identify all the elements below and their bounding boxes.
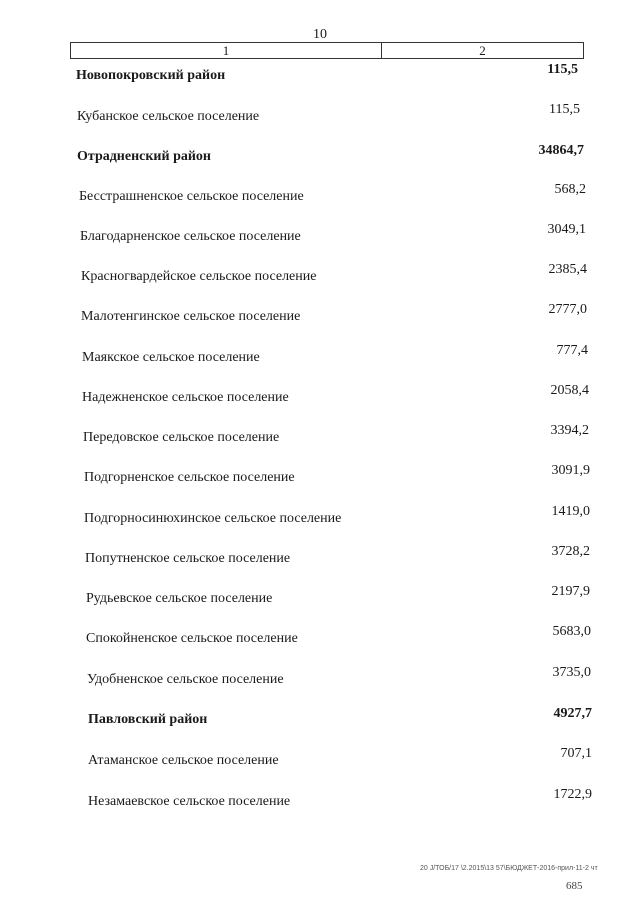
district-amount: 4927,7 — [553, 706, 592, 721]
column-header-row — [70, 42, 584, 59]
settlement-name: Малотенгинское сельское поселение — [81, 309, 301, 324]
settlement-name: Спокойненское сельское поселение — [86, 631, 298, 646]
settlement-row — [0, 463, 640, 489]
settlement-row — [0, 544, 640, 570]
settlement-name: Атаманское сельское поселение — [88, 753, 279, 768]
settlement-row — [0, 343, 640, 369]
settlement-name: Подгорносинюхинское сельское поселение — [84, 511, 342, 526]
settlement-amount: 3394,2 — [550, 423, 589, 438]
district-amount: 34864,7 — [538, 143, 584, 158]
settlement-amount: 2385,4 — [548, 262, 587, 277]
settlement-amount: 777,4 — [556, 343, 588, 358]
settlement-name: Надежненское сельское поселение — [82, 390, 289, 405]
footer-page-number: 685 — [566, 880, 583, 892]
settlement-row — [0, 383, 640, 409]
settlement-row — [0, 302, 640, 328]
settlement-row — [0, 262, 640, 288]
settlement-row — [0, 102, 640, 128]
footer-file-path: 20 J/ТОБ/17 \2.2015\13 57\БЮДЖЕТ-2016-прил-11-2 чт — [420, 865, 598, 872]
district-row — [0, 706, 640, 732]
settlement-amount: 3091,9 — [551, 463, 590, 478]
column-header-1: 1 — [71, 43, 382, 58]
settlement-row — [0, 665, 640, 691]
settlement-amount: 2777,0 — [548, 302, 587, 317]
settlement-amount: 707,1 — [560, 746, 592, 761]
settlement-name: Незамаевское сельское поселение — [88, 794, 291, 809]
settlement-row — [0, 746, 640, 772]
settlement-amount: 3049,1 — [547, 222, 586, 237]
settlement-name: Подгорненское сельское поселение — [84, 470, 295, 485]
district-row — [0, 143, 640, 169]
settlement-name: Передовское сельское поселение — [83, 430, 280, 445]
settlement-amount: 2058,4 — [550, 383, 589, 398]
settlement-amount: 3728,2 — [551, 544, 590, 559]
settlement-amount: 1419,0 — [551, 504, 590, 519]
settlement-row — [0, 423, 640, 449]
district-name: Павловский район — [88, 712, 208, 727]
settlement-name: Рудьевское сельское поселение — [86, 591, 273, 606]
settlement-amount: 115,5 — [549, 102, 580, 117]
settlement-name: Красногвардейское сельское поселение — [81, 269, 317, 284]
settlement-row — [0, 624, 640, 650]
settlement-amount: 3735,0 — [552, 665, 591, 680]
settlement-row — [0, 504, 640, 530]
district-name: Отрадненский район — [77, 149, 211, 164]
settlement-name: Маякское сельское поселение — [82, 350, 260, 365]
settlement-row — [0, 182, 640, 208]
column-header-2: 2 — [479, 43, 486, 58]
district-name: Новопокровский район — [76, 68, 226, 83]
page-number-top: 10 — [313, 27, 327, 42]
settlement-amount: 5683,0 — [552, 624, 591, 639]
settlement-amount: 568,2 — [554, 182, 586, 197]
district-row — [0, 62, 640, 88]
settlement-amount: 2197,9 — [551, 584, 590, 599]
settlement-row — [0, 787, 640, 813]
settlement-row — [0, 584, 640, 610]
settlement-name: Удобненское сельское поселение — [87, 672, 284, 687]
settlement-name: Бесстрашненское сельское поселение — [79, 189, 304, 204]
settlement-name: Кубанское сельское поселение — [77, 109, 260, 124]
settlement-amount: 1722,9 — [553, 787, 592, 802]
settlement-row — [0, 222, 640, 248]
district-amount: 115,5 — [547, 62, 578, 77]
settlement-name: Попутненское сельское поселение — [85, 551, 291, 566]
settlement-name: Благодарненское сельское поселение — [80, 229, 301, 244]
